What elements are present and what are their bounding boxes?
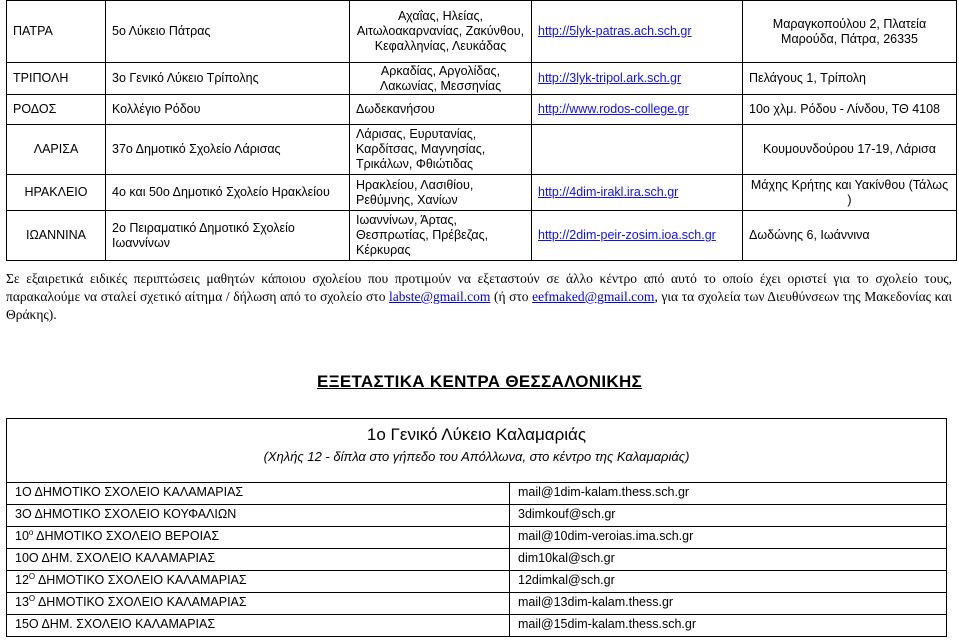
school-email-cell: 12dimkal@sch.gr xyxy=(510,571,947,593)
paragraph-text: , για τα σχολεία των Διευθύνσεων της Μακεδονίας και Θράκης). xyxy=(6,289,953,322)
school-website-link[interactable]: http://5lyk-patras.ach.sch.gr xyxy=(538,24,692,38)
url-cell xyxy=(532,175,743,211)
school-cell: 5ο Λύκειο Πάτρας xyxy=(106,1,350,63)
ordinal-suffix: Ο xyxy=(28,572,36,581)
areas-cell: Ηρακλείου, Λασιθίου, Ρεθύμνης, Χανίων xyxy=(350,175,532,211)
school-name-cell xyxy=(7,527,510,549)
table-row xyxy=(7,125,957,175)
school-website-link[interactable]: http://www.rodos-college.gr xyxy=(538,102,689,116)
table-row xyxy=(7,571,947,593)
school-email-cell: mail@10dim-veroias.ima.sch.gr xyxy=(510,527,947,549)
school-name: ΔΗΜΟΤΙΚΟ ΣΧΟΛΕΙΟ ΚΑΛΑΜΑΡΙΑΣ xyxy=(34,485,244,499)
table-row xyxy=(7,211,957,261)
table-row xyxy=(7,483,947,505)
school-name: ΔΗΜΟΤΙΚΟ ΣΧΟΛΕΙΟ ΚΟΥΦΑΛΙΩΝ xyxy=(34,507,237,521)
table-row xyxy=(7,527,947,549)
school-cell: 4ο και 50ο Δημοτικό Σχολείο Ηρακλείου xyxy=(106,175,350,211)
school-website-link[interactable]: http://4dim-irakl.ira.sch.gr xyxy=(538,185,679,199)
city-cell: ΤΡΙΠΟΛΗ xyxy=(7,63,106,95)
table-row xyxy=(7,615,947,637)
table-row xyxy=(7,95,957,125)
school-website-link[interactable]: http://3lyk-tripol.ark.sch.gr xyxy=(538,71,682,85)
email-link-eefmaked[interactable]: eefmaked@gmail.com xyxy=(532,289,655,304)
address-cell: Δωδώνης 6, Ιωάννινα xyxy=(743,211,957,261)
school-number: 1Ο xyxy=(15,485,32,499)
center-title: 1ο Γενικό Λύκειο Καλαμαριάς xyxy=(366,425,587,444)
school-name-cell xyxy=(7,593,510,615)
areas-cell: Αχαΐας, Ηλείας, Αιτωλοακαρνανίας, Ζακύνθου, Κεφαλληνίας, Λευκάδας xyxy=(350,1,532,63)
special-cases-paragraph xyxy=(6,270,952,324)
school-email-cell: mail@1dim-kalam.thess.sch.gr xyxy=(510,483,947,505)
school-name: ΔΗΜΟΤΙΚΟ ΣΧΟΛΕΙΟ ΚΑΛΑΜΑΡΙΑΣ xyxy=(37,573,247,587)
school-cell: 2ο Πειραματικό Δημοτικό Σχολείο Ιωαννίνων xyxy=(106,211,350,261)
school-name-cell xyxy=(7,505,510,527)
city-cell: ΙΩΑΝΝΙΝΑ xyxy=(7,211,106,261)
url-cell xyxy=(532,63,743,95)
address-cell: Μαραγκοπούλου 2, Πλατεία Μαρούδα, Πάτρα, 26335 xyxy=(743,1,957,63)
city-cell: ΛΑΡΙΣΑ xyxy=(7,125,106,175)
city-cell: ΠΑΤΡΑ xyxy=(7,1,106,63)
table-row xyxy=(7,1,957,63)
paragraph-text: (ή στο xyxy=(490,289,533,304)
exam-centers-table xyxy=(6,0,957,261)
school-name-cell xyxy=(7,615,510,637)
paragraph-text: Σε εξαιρετικά ειδικές περιπτώσεις μαθητών κάποιου σχολείου που προτιμούν να εξεταστούν σε άλλο κέντρο από αυτό το οποίο έχει οριστεί για το σχολείο τους, παρακαλούμε να σταλεί σχετικό αίτημα / δήλωση από το σχολείο στο xyxy=(6,271,952,304)
ordinal-suffix: Ο xyxy=(28,594,36,603)
table-row xyxy=(7,505,947,527)
address-cell: Πελάγους 1, Τρίπολη xyxy=(743,63,957,95)
email-link-labste[interactable]: labste@gmail.com xyxy=(389,289,491,304)
thessaloniki-center-table xyxy=(6,418,947,637)
url-cell xyxy=(532,1,743,63)
address-cell: Μάχης Κρήτης και Υακίνθου (Τάλως ) xyxy=(743,175,957,211)
school-cell: Κολλέγιο Ρόδου xyxy=(106,95,350,125)
school-website-link[interactable]: http://2dim-peir-zosim.ioa.sch.gr xyxy=(538,228,716,242)
school-cell: 3ο Γενικό Λύκειο Τρίπολης xyxy=(106,63,350,95)
url-cell xyxy=(532,95,743,125)
school-name-cell xyxy=(7,549,510,571)
school-number: 15Ο xyxy=(15,617,39,631)
school-name-cell xyxy=(7,571,510,593)
areas-cell: Λάρισας, Ευρυτανίας, Καρδίτσας, Μαγνησίας, Τρικάλων, Φθιώτιδας xyxy=(350,125,532,175)
school-name: ΔΗΜΟΤΙΚΟ ΣΧΟΛΕΙΟ ΚΑΛΑΜΑΡΙΑΣ xyxy=(37,595,247,609)
table-row xyxy=(7,175,957,211)
school-number: 12 xyxy=(15,573,29,587)
school-name-cell xyxy=(7,483,510,505)
school-number: 10 xyxy=(15,529,29,543)
table-row xyxy=(7,63,957,95)
school-name: ΔΗΜΟΤΙΚΟ ΣΧΟΛΕΙΟ ΒΕΡΟΙΑΣ xyxy=(36,529,220,543)
address-cell: 10ο χλμ. Ρόδου - Λίνδου, ΤΘ 4108 xyxy=(743,95,957,125)
url-cell xyxy=(532,125,743,175)
school-name: ΔΗΜ. ΣΧΟΛΕΙΟ ΚΑΛΑΜΑΡΙΑΣ xyxy=(41,551,216,565)
city-cell: ΡΟΔΟΣ xyxy=(7,95,106,125)
areas-cell: Δωδεκανήσου xyxy=(350,95,532,125)
areas-cell: Ιωαννίνων, Άρτας, Θεσπρωτίας, Πρέβεζας, Κέρκυρας xyxy=(350,211,532,261)
school-number: 10Ο xyxy=(15,551,39,565)
city-cell: ΗΡΑΚΛΕΙΟ xyxy=(7,175,106,211)
table-row xyxy=(7,593,947,615)
school-email-cell: mail@13dim-kalam.thess.gr xyxy=(510,593,947,615)
school-email-cell: 3dimkouf@sch.gr xyxy=(510,505,947,527)
section-heading: ΕΞΕΤΑΣΤΙΚΑ ΚΕΝΤΡΑ ΘΕΣΣΑΛΟΝΙΚΗΣ xyxy=(316,372,643,391)
table-row xyxy=(7,549,947,571)
center-address: (Χηλής 12 - δίπλα στο γήπεδο του Απόλλωνα, στο κέντρο της Καλαμαριάς) xyxy=(263,449,690,464)
table-header-row xyxy=(7,419,947,483)
url-cell xyxy=(532,211,743,261)
school-name: ΔΗΜ. ΣΧΟΛΕΙΟ ΚΑΛΑΜΑΡΙΑΣ xyxy=(41,617,216,631)
school-number: 13 xyxy=(15,595,29,609)
school-number: 3Ο xyxy=(15,507,32,521)
center-title-cell xyxy=(7,419,947,483)
school-email-cell: mail@15dim-kalam.thess.sch.gr xyxy=(510,615,947,637)
address-cell: Κουμουνδούρου 17-19, Λάρισα xyxy=(743,125,957,175)
ordinal-suffix: ο xyxy=(28,528,34,537)
school-cell: 37ο Δημοτικό Σχολείο Λάρισας xyxy=(106,125,350,175)
areas-cell: Αρκαδίας, Αργολίδας, Λακωνίας, Μεσσηνίας xyxy=(350,63,532,95)
school-email-cell: dim10kal@sch.gr xyxy=(510,549,947,571)
